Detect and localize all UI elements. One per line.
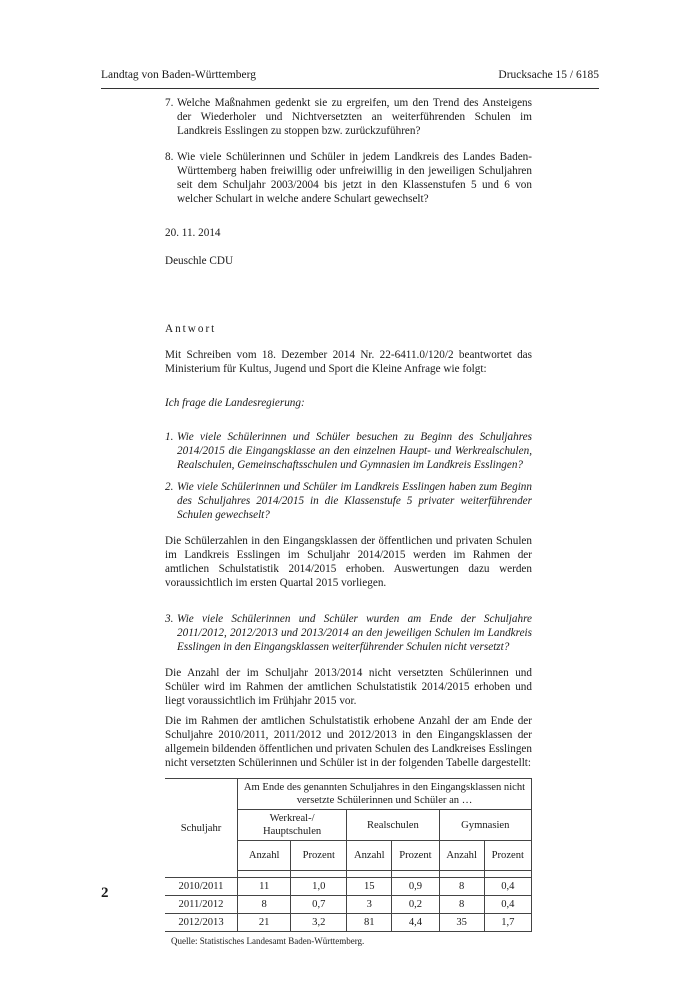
cell-value: 3 [347,896,392,914]
subheader-anzahl: Anzahl [238,841,291,871]
question-number: 3. [165,613,174,625]
cell-year: 2011/2012 [165,896,238,914]
question-number: 8. [165,151,174,163]
cell-value: 15 [347,878,392,896]
header-group: Am Ende des genannten Schuljahres in den Eingangsklassen nicht versetzte Schülerinnen und Schüler an … [238,779,532,810]
header-schuljahr: Schuljahr [165,779,238,878]
question-2 [165,480,532,522]
cell-value: 0,7 [291,896,347,914]
question-text: Wie viele Schülerinnen und Schüler wurden am Ende der Schuljahre 2011/2012, 2012/2013 und 2013/2014 an den jeweiligen Schulen im Landkreis Esslingen in den Eingangsklassen weiterführender Schulen nicht versetzt? [177,613,532,653]
cell-value: 0,4 [484,878,531,896]
ich-frage: Ich frage die Landesregierung: [165,397,305,409]
cell-value: 0,9 [392,878,439,896]
antwort-heading: Antwort [165,323,217,335]
cell-value: 1,0 [291,878,347,896]
page-number: 2 [101,885,109,901]
statistics-table [165,778,532,932]
subheader-anzahl: Anzahl [439,841,484,871]
antwort-intro: Mit Schreiben vom 18. Dezember 2014 Nr. 22-6411.0/120/2 beantwortet das Ministerium für Kultus, Jugend und Sport die Kleine Anfrage wie folgt: [165,349,532,375]
cell-value: 0,4 [484,896,531,914]
cell-value: 35 [439,914,484,932]
answer-3b: Die im Rahmen der amtlichen Schulstatistik erhobene Anzahl der am Ende der Schuljahre 2010/2011, 2011/2012 und 2012/2013 in den Eingangsklassen der allgemein bildenden öffentlichen und privaten Schulen des Landkreises Esslingen nicht versetzten Schülerinnen und Schüler ist in der folgenden Tabelle dargestellt: [165,715,532,769]
header-gymnasien: Gymnasien [439,810,531,841]
table-row [165,878,532,896]
header-realschulen: Realschulen [347,810,439,841]
question-number: 7. [165,97,174,109]
table-row [165,914,532,932]
question-7 [165,96,532,138]
subheader-prozent: Prozent [484,841,531,871]
question-number: 2. [165,481,174,493]
running-header [101,69,599,89]
question-8 [165,150,532,206]
table-header-row [165,779,532,810]
subheader-anzahl: Anzahl [347,841,392,871]
answer-1-2: Die Schülerzahlen in den Eingangsklassen der öffentlichen und privaten Schulen im Landkreis Esslingen im Schuljahr 2014/2015 werden im Rahmen der amtlichen Schulstatistik 2014/2015 erhoben. Auswertungen dazu werden voraussichtlich im ersten Quartal 2015 vorliegen. [165,535,532,589]
question-text: Welche Maßnahmen gedenkt sie zu ergreifen, um den Trend des Ansteigens der Wiederholer und Nichtversetzten an weiterführenden Schulen im Landkreis Esslingen zu stoppen bzw. zurückzuführen? [177,97,532,137]
header-werkreal: Werkreal-/ Hauptschulen [238,810,347,841]
question-1 [165,430,532,472]
cell-value: 0,2 [392,896,439,914]
cell-value: 81 [347,914,392,932]
cell-value: 1,7 [484,914,531,932]
header-parliament: Landtag von Baden-Württemberg [101,69,256,81]
question-text: Wie viele Schülerinnen und Schüler besuchen zu Beginn des Schuljahres 2014/2015 die Eingangsklasse an den einzelnen Haupt- und Werkrealschulen, Realschulen, Gemeinschaftsschulen und Gymnasien im Landkreis Esslingen? [177,431,532,471]
subheader-prozent: Prozent [291,841,347,871]
answer-3a: Die Anzahl der im Schuljahr 2013/2014 nicht versetzten Schülerinnen und Schüler wird im Rahmen der amtlichen Schulstatistik 2014/2015 erhoben und liegt voraussichtlich im Frühjahr 2015 vor. [165,667,532,707]
cell-value: 8 [238,896,291,914]
cell-value: 21 [238,914,291,932]
cell-value: 11 [238,878,291,896]
cell-value: 4,4 [392,914,439,932]
table-row [165,896,532,914]
question-text: Wie viele Schülerinnen und Schüler im Landkreis Esslingen haben zum Beginn des Schuljahres 2014/2015 in die Klassenstufe 5 privater weiterführender Schulen gewechselt? [177,481,532,521]
cell-value: 8 [439,878,484,896]
question-number: 1. [165,431,174,443]
table-source: Quelle: Statistisches Landesamt Baden-Württemberg. [171,936,365,946]
subheader-prozent: Prozent [392,841,439,871]
author: Deuschle CDU [165,255,234,267]
page-body [165,96,532,948]
cell-year: 2012/2013 [165,914,238,932]
question-text: Wie viele Schülerinnen und Schüler in jedem Landkreis des Landes Baden-Württemberg haben freiwillig oder unfreiwillig in den jeweiligen Schuljahren seit dem Schuljahr 2003/2004 bis jetzt in den Klassenstufen 5 und 6 von welcher Schulart in welche andere Schulart gewechselt? [177,151,532,205]
date: 20. 11. 2014 [165,227,221,239]
question-3 [165,612,532,654]
header-document-number: Drucksache 15 / 6185 [498,69,599,81]
cell-value: 8 [439,896,484,914]
cell-value: 3,2 [291,914,347,932]
cell-year: 2010/2011 [165,878,238,896]
